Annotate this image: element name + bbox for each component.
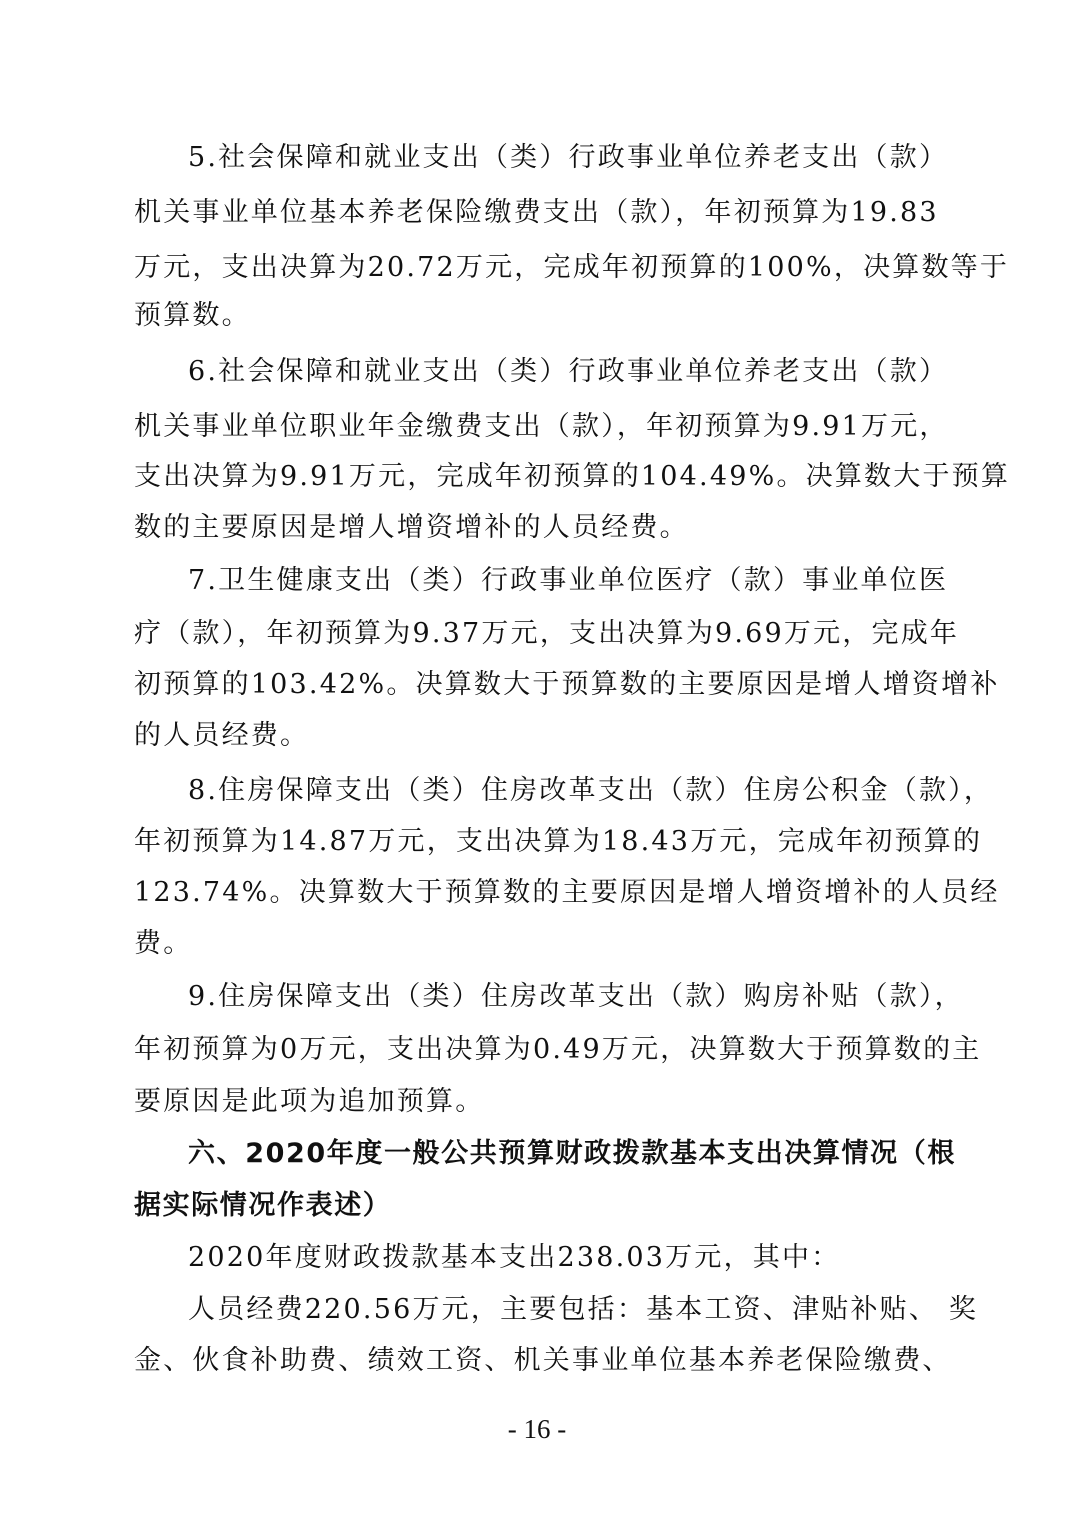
heading-line: 据实际情况作表述） [134,1190,392,1221]
paragraph-line: 的人员经费。 [134,720,310,751]
page-number: - 16 - [507,1414,567,1444]
paragraph-line: 2020年度财政拨款基本支出238.03万元，其中： [188,1242,841,1273]
paragraph-line: 金、伙食补助费、绩效工资、机关事业单位基本养老保险缴费、 [134,1345,952,1376]
paragraph-line: 万元，支出决算为20.72万元，完成年初预算的100%，决算数等于 [134,252,1010,283]
paragraph-line: 5.社会保障和就业支出（类）行政事业单位养老支出（款） [188,142,949,173]
paragraph-line: 9.住房保障支出（类）住房改革支出（款）购房补贴（款）， [188,981,964,1012]
paragraph-line: 费。 [134,928,193,959]
paragraph-line: 初预算的103.42%。决算数大于预算数的主要原因是增人增资增补 [134,669,1000,700]
heading-line: 六、2020年度一般公共预算财政拨款基本支出决算情况（根 [188,1138,956,1169]
paragraph-line: 预算数。 [134,300,251,331]
paragraph-line: 要原因是此项为追加预算。 [134,1086,485,1117]
paragraph-line: 8.住房保障支出（类）住房改革支出（款）住房公积金（款）， [188,775,994,806]
paragraph-line: 123.74%。决算数大于预算数的主要原因是增人增资增补的人员经 [134,877,1000,908]
paragraph-line: 7.卫生健康支出（类）行政事业单位医疗（款）事业单位医 [188,565,949,596]
paragraph-line: 支出决算为9.91万元，完成年初预算的104.49%。决算数大于预算 [134,461,1011,492]
paragraph-line: 数的主要原因是增人增资增补的人员经费。 [134,512,689,543]
paragraph-line: 机关事业单位职业年金缴费支出（款），年初预算为9.91万元， [134,411,949,442]
paragraph-line: 6.社会保障和就业支出（类）行政事业单位养老支出（款） [188,356,949,387]
paragraph-line: 机关事业单位基本养老保险缴费支出（款），年初预算为19.83 [134,197,939,228]
paragraph-line: 年初预算为0万元，支出决算为0.49万元，决算数大于预算数的主 [134,1034,982,1065]
paragraph-line: 年初预算为14.87万元，支出决算为18.43万元，完成年初预算的 [134,826,983,857]
paragraph-line: 人员经费220.56万元，主要包括：基本工资、津贴补贴、 奖 [188,1294,979,1325]
paragraph-line: 疗（款），年初预算为9.37万元，支出决算为9.69万元，完成年 [134,618,960,649]
